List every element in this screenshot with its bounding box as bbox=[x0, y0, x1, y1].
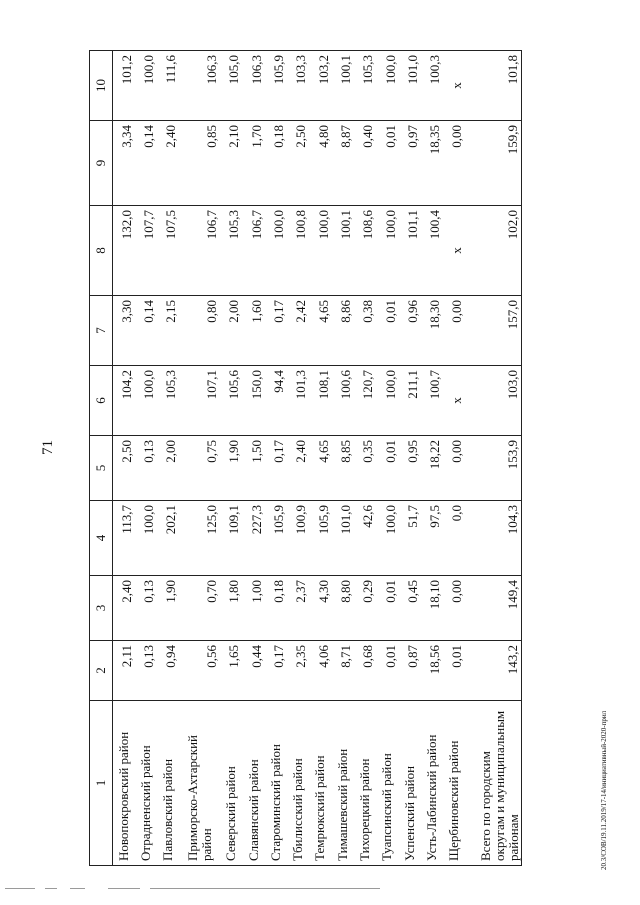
value-cell: 106,3 bbox=[179, 51, 220, 121]
value-cell: 0,17 bbox=[265, 436, 287, 501]
value-cell: 3,34 bbox=[113, 121, 135, 206]
value-cell: 100,0 bbox=[376, 51, 398, 121]
value-cell: 1,00 bbox=[242, 576, 264, 641]
column-header: 5 bbox=[90, 436, 113, 501]
value-cell: 0,00 bbox=[443, 296, 465, 366]
column-header: 9 bbox=[90, 121, 113, 206]
rotated-table-container bbox=[89, 51, 522, 866]
value-cell: 100,4 bbox=[421, 206, 443, 296]
table-row bbox=[287, 51, 309, 866]
value-cell: 0,01 bbox=[376, 121, 398, 206]
value-cell: 0,13 bbox=[135, 436, 157, 501]
value-cell: 2,15 bbox=[157, 296, 179, 366]
value-cell: 120,7 bbox=[354, 366, 376, 436]
value-cell: 111,6 bbox=[157, 51, 179, 121]
value-cell: 0,44 bbox=[242, 641, 264, 701]
header-row bbox=[90, 51, 113, 866]
value-cell: 8,86 bbox=[332, 296, 354, 366]
table-row bbox=[421, 51, 443, 866]
value-cell: 1,90 bbox=[157, 576, 179, 641]
value-cell: 2,40 bbox=[157, 121, 179, 206]
value-cell: 1,50 bbox=[242, 436, 264, 501]
value-cell: 109,1 bbox=[220, 501, 242, 576]
value-cell: 108,6 bbox=[354, 206, 376, 296]
value-cell: 0,17 bbox=[265, 641, 287, 701]
value-cell: 0,14 bbox=[135, 121, 157, 206]
value-cell: 0,40 bbox=[354, 121, 376, 206]
scan-artifact bbox=[150, 888, 380, 889]
value-cell: 2,10 bbox=[220, 121, 242, 206]
value-cell: 100,1 bbox=[332, 206, 354, 296]
value-cell: 0,56 bbox=[179, 641, 220, 701]
value-cell: 2,37 bbox=[287, 576, 309, 641]
value-cell: 0,18 bbox=[265, 576, 287, 641]
value-cell: 0,97 bbox=[399, 121, 421, 206]
district-name: Щербиновский район bbox=[443, 701, 465, 866]
column-header: 2 bbox=[90, 641, 113, 701]
value-cell: 107,1 bbox=[179, 366, 220, 436]
value-cell: 227,3 bbox=[242, 501, 264, 576]
value-cell: x bbox=[443, 206, 465, 296]
value-cell: 0,75 bbox=[179, 436, 220, 501]
value-cell: 2,40 bbox=[287, 436, 309, 501]
district-name: Туапсинский район bbox=[376, 701, 398, 866]
value-cell: 102,0 bbox=[465, 206, 521, 296]
value-cell: 125,0 bbox=[179, 501, 220, 576]
value-cell: 105,3 bbox=[354, 51, 376, 121]
value-cell: 97,5 bbox=[421, 501, 443, 576]
value-cell: 2,00 bbox=[157, 436, 179, 501]
value-cell: 105,9 bbox=[309, 501, 331, 576]
value-cell: 105,3 bbox=[220, 206, 242, 296]
value-cell: 0,14 bbox=[135, 296, 157, 366]
value-cell: 0,0 bbox=[443, 501, 465, 576]
value-cell: 2,35 bbox=[287, 641, 309, 701]
value-cell: 101,2 bbox=[113, 51, 135, 121]
value-cell: 0,87 bbox=[399, 641, 421, 701]
value-cell: 51,7 bbox=[399, 501, 421, 576]
value-cell: 0,95 bbox=[399, 436, 421, 501]
value-cell: 1,60 bbox=[242, 296, 264, 366]
value-cell: 0,96 bbox=[399, 296, 421, 366]
value-cell: 8,80 bbox=[332, 576, 354, 641]
table-row bbox=[309, 51, 331, 866]
district-name: Новопокровский район bbox=[113, 701, 135, 866]
value-cell: 18,22 bbox=[421, 436, 443, 501]
table-row bbox=[113, 51, 135, 866]
district-name: Славянский район bbox=[242, 701, 264, 866]
value-cell: 113,7 bbox=[113, 501, 135, 576]
column-header: 6 bbox=[90, 366, 113, 436]
value-cell: 101,0 bbox=[332, 501, 354, 576]
value-cell: 2,42 bbox=[287, 296, 309, 366]
scan-artifact bbox=[5, 888, 35, 889]
district-name: Северский район bbox=[220, 701, 242, 866]
value-cell: 106,7 bbox=[179, 206, 220, 296]
value-cell: 202,1 bbox=[157, 501, 179, 576]
value-cell: 100,0 bbox=[376, 206, 398, 296]
value-cell: 106,7 bbox=[242, 206, 264, 296]
value-cell: 100,9 bbox=[287, 501, 309, 576]
value-cell: 18,56 bbox=[421, 641, 443, 701]
value-cell: 2,40 bbox=[113, 576, 135, 641]
district-name: Усть-Лабинский район bbox=[421, 701, 443, 866]
value-cell: 211,1 bbox=[399, 366, 421, 436]
value-cell: 108,1 bbox=[309, 366, 331, 436]
value-cell: 2,50 bbox=[287, 121, 309, 206]
district-name: Отрадненский район bbox=[135, 701, 157, 866]
value-cell: 0,80 bbox=[179, 296, 220, 366]
district-name: Тихорецкий район bbox=[354, 701, 376, 866]
table-row bbox=[179, 51, 220, 866]
value-cell: 100,0 bbox=[135, 51, 157, 121]
table-row bbox=[443, 51, 465, 866]
value-cell: 8,87 bbox=[332, 121, 354, 206]
column-header: 10 bbox=[90, 51, 113, 121]
value-cell: 103,2 bbox=[309, 51, 331, 121]
value-cell: 0,01 bbox=[376, 641, 398, 701]
scan-artifact bbox=[70, 888, 85, 889]
table-row bbox=[399, 51, 421, 866]
value-cell: 101,8 bbox=[465, 51, 521, 121]
district-name: Успенский район bbox=[399, 701, 421, 866]
value-cell: 105,9 bbox=[265, 501, 287, 576]
value-cell: 107,5 bbox=[157, 206, 179, 296]
value-cell: 103,3 bbox=[287, 51, 309, 121]
value-cell: 0,70 bbox=[179, 576, 220, 641]
value-cell: 105,9 bbox=[265, 51, 287, 121]
column-header: 8 bbox=[90, 206, 113, 296]
statistics-table bbox=[89, 50, 522, 866]
value-cell: 100,0 bbox=[135, 501, 157, 576]
value-cell: 1,65 bbox=[220, 641, 242, 701]
value-cell: 105,0 bbox=[220, 51, 242, 121]
value-cell: 0,35 bbox=[354, 436, 376, 501]
value-cell: 157,0 bbox=[465, 296, 521, 366]
value-cell: 0,01 bbox=[443, 641, 465, 701]
value-cell: 0,38 bbox=[354, 296, 376, 366]
value-cell: 100,0 bbox=[376, 366, 398, 436]
value-cell: 0,29 bbox=[354, 576, 376, 641]
value-cell: 0,00 bbox=[443, 121, 465, 206]
value-cell: 100,0 bbox=[309, 206, 331, 296]
scan-artifact bbox=[45, 888, 57, 889]
district-name: Всего по городским округам и муниципальным районам bbox=[465, 701, 521, 866]
district-name: Темрюкский район bbox=[309, 701, 331, 866]
value-cell: 0,00 bbox=[443, 576, 465, 641]
value-cell: 0,13 bbox=[135, 641, 157, 701]
value-cell: 101,3 bbox=[287, 366, 309, 436]
value-cell: 0,68 bbox=[354, 641, 376, 701]
value-cell: 8,71 bbox=[332, 641, 354, 701]
value-cell: 0,00 bbox=[443, 436, 465, 501]
column-header: 7 bbox=[90, 296, 113, 366]
value-cell: 0,01 bbox=[376, 576, 398, 641]
value-cell: 94,4 bbox=[265, 366, 287, 436]
value-cell: 100,0 bbox=[376, 501, 398, 576]
value-cell: 0,85 bbox=[179, 121, 220, 206]
value-cell: x bbox=[443, 51, 465, 121]
column-header: 4 bbox=[90, 501, 113, 576]
value-cell: 105,6 bbox=[220, 366, 242, 436]
district-name: Тимашевский район bbox=[332, 701, 354, 866]
value-cell: 2,00 bbox=[220, 296, 242, 366]
value-cell: 42,6 bbox=[354, 501, 376, 576]
value-cell: 1,80 bbox=[220, 576, 242, 641]
value-cell: 100,7 bbox=[421, 366, 443, 436]
value-cell: 0,01 bbox=[376, 296, 398, 366]
value-cell: 150,0 bbox=[242, 366, 264, 436]
table-row bbox=[265, 51, 287, 866]
table-row bbox=[376, 51, 398, 866]
value-cell: 3,30 bbox=[113, 296, 135, 366]
value-cell: 100,0 bbox=[135, 366, 157, 436]
value-cell: 143,2 bbox=[465, 641, 521, 701]
value-cell: 105,3 bbox=[157, 366, 179, 436]
value-cell: 153,9 bbox=[465, 436, 521, 501]
value-cell: 4,06 bbox=[309, 641, 331, 701]
value-cell: 100,1 bbox=[332, 51, 354, 121]
value-cell: 106,3 bbox=[242, 51, 264, 121]
value-cell: 0,17 bbox=[265, 296, 287, 366]
value-cell: 2,11 bbox=[113, 641, 135, 701]
value-cell: 101,0 bbox=[399, 51, 421, 121]
table-row bbox=[242, 51, 264, 866]
column-header: 3 bbox=[90, 576, 113, 641]
value-cell: 18,10 bbox=[421, 576, 443, 641]
value-cell: 101,1 bbox=[399, 206, 421, 296]
value-cell: 8,85 bbox=[332, 436, 354, 501]
value-cell: 4,65 bbox=[309, 296, 331, 366]
table-row bbox=[220, 51, 242, 866]
value-cell: 4,65 bbox=[309, 436, 331, 501]
document-reference: 20.3/СОВ/19.11.2019/17-14/инициативный-2020-прил bbox=[600, 710, 608, 870]
table-row bbox=[157, 51, 179, 866]
district-name: Павловский район bbox=[157, 701, 179, 866]
page-number: 71 bbox=[40, 440, 56, 455]
table-row bbox=[354, 51, 376, 866]
value-cell: 1,90 bbox=[220, 436, 242, 501]
value-cell: 149,4 bbox=[465, 576, 521, 641]
value-cell: 132,0 bbox=[113, 206, 135, 296]
value-cell: 4,80 bbox=[309, 121, 331, 206]
value-cell: 104,3 bbox=[465, 501, 521, 576]
district-name: Приморско-Ахтарский район bbox=[179, 701, 220, 866]
value-cell: x bbox=[443, 366, 465, 436]
value-cell: 0,13 bbox=[135, 576, 157, 641]
value-cell: 0,45 bbox=[399, 576, 421, 641]
scan-artifact bbox=[108, 888, 140, 889]
value-cell: 103,0 bbox=[465, 366, 521, 436]
value-cell: 0,01 bbox=[376, 436, 398, 501]
value-cell: 107,7 bbox=[135, 206, 157, 296]
value-cell: 100,3 bbox=[421, 51, 443, 121]
value-cell: 1,70 bbox=[242, 121, 264, 206]
district-name: Староминский район bbox=[265, 701, 287, 866]
value-cell: 4,30 bbox=[309, 576, 331, 641]
table-row bbox=[135, 51, 157, 866]
total-row bbox=[465, 51, 521, 866]
value-cell: 18,35 bbox=[421, 121, 443, 206]
district-name: Тбилисский район bbox=[287, 701, 309, 866]
value-cell: 159,9 bbox=[465, 121, 521, 206]
value-cell: 2,50 bbox=[113, 436, 135, 501]
column-header: 1 bbox=[90, 701, 113, 866]
value-cell: 100,8 bbox=[287, 206, 309, 296]
value-cell: 0,94 bbox=[157, 641, 179, 701]
value-cell: 104,2 bbox=[113, 366, 135, 436]
value-cell: 100,6 bbox=[332, 366, 354, 436]
value-cell: 0,18 bbox=[265, 121, 287, 206]
value-cell: 100,0 bbox=[265, 206, 287, 296]
table-row bbox=[332, 51, 354, 866]
value-cell: 18,30 bbox=[421, 296, 443, 366]
